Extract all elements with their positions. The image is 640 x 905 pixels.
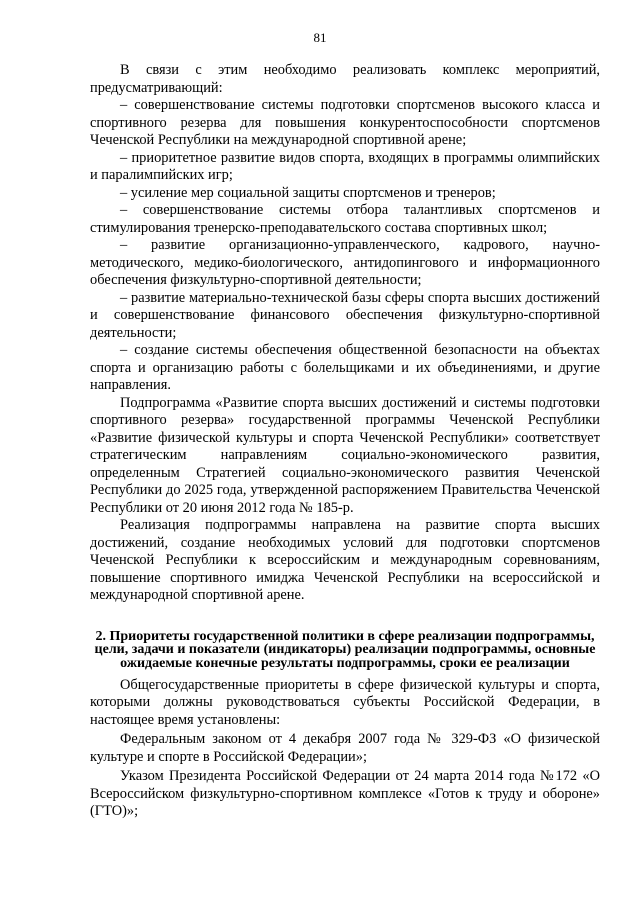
paragraph-intro: В связи с этим необходимо реализовать комплекс мероприятий, предусматривающий:: [90, 62, 600, 96]
paragraph-federal-law: Федеральным законом от 4 декабря 2007 года № 329-ФЗ «О физической культуре и спорте в Российской Федерации»;: [90, 731, 600, 765]
section-heading: 2. Приоритеты государственной политики в сфере реализации подпрограммы, цели, задачи и показатели (индикаторы) реализации подпрограммы, основные ожидаемые конечные результаты подпрограммы, сроки ее реализации: [94, 628, 596, 671]
list-item-social-protection: – усиление мер социальной защиты спортсменов и тренеров;: [120, 184, 496, 201]
list-item-olympic-sports: – приоритетное развитие видов спорта, входящих в программы олимпийских и паралимпийских игр;: [90, 149, 600, 183]
paragraph-subprogram-goals: Реализация подпрограммы направлена на развитие спорта высших достижений, создание необходимых условий для подготовки спортсменов Чеченской Республики к всероссийским и международным соревнованиям, повышение спортивного имиджа Чеченской Республики на всероссийской и международной спортивной арене.: [90, 517, 600, 603]
list-item-organizational-support: – развитие организационно-управленческого, кадрового, научно-методического, медико-биологического, антидопингового и информационного обеспечения физкультурно-спортивной деятельности;: [90, 237, 600, 288]
paragraph-presidential-decree: Указом Президента Российской Федерации от 24 марта 2014 года №172 «О Всероссийском физкультурно-спортивном комплексе «Готов к труду и обороне» (ГТО)»;: [90, 768, 600, 820]
list-item-material-base: – развитие материально-технической базы сферы спорта высших достижений и совершенствование финансового обеспечения физкультурно-спортивной деятельности;: [90, 289, 600, 341]
page-number: 81: [313, 30, 327, 45]
list-item-public-safety: – создание системы обеспечения общественной безопасности на объектах спорта и организацию работы с болельщиками и их объединениями, и другие направления.: [90, 342, 600, 393]
list-item-training-system: – совершенствование системы подготовки спортсменов высокого класса и спортивного резерва для повышения конкурентоспособности спортсменов Чеченской Республики на международной спортивной арене;: [90, 97, 600, 148]
paragraph-national-priorities: Общегосударственные приоритеты в сфере физической культуры и спорта, которыми должны руководствоваться субъекты Российской Федерации, в настоящее время установлены:: [90, 676, 600, 728]
paragraph-subprogram-compliance: Подпрограмма «Развитие спорта высших достижений и системы подготовки спортивного резерва» государственной программы Чеченской Республики «Развитие физической культуры и спорта Чеченской Республики» соответствует стратегическим направлениям социально-экономического развития, определенным Стратегией социально-экономического развития Чеченской Республики до 2025 года, утвержденной распоряжением Правительства Чеченской Республики от 20 июня 2012 года № 185-р.: [90, 394, 600, 516]
list-item-talent-selection: – совершенствование системы отбора талантливых спортсменов и стимулирования тренерско-преподавательского состава спортивных школ;: [90, 202, 600, 236]
document-body: [90, 62, 600, 821]
